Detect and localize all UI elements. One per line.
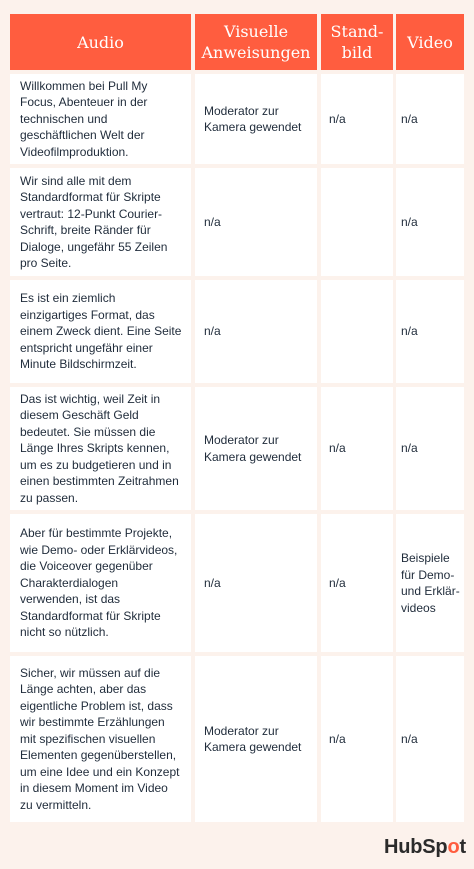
- row6-visual: Moderator zur Kamera gewendet: [195, 656, 317, 822]
- row1-audio: Willkommen bei Pull My Focus, Abenteuer in der technischen und geschäftlichen Welt der Videofilmproduktion.: [10, 74, 191, 164]
- header-visual-instructions: Visuelle Anweisungen: [195, 14, 317, 70]
- header-audio: Audio: [10, 14, 191, 70]
- row5-audio: Aber für bestimmte Projekte, wie Demo- oder Erklärvideos, die Voiceover gegenüber Charakterdialogen verwenden, ist das Standardformat für Skripte nicht so nützlich.: [10, 514, 191, 652]
- row4-audio: Das ist wichtig, weil Zeit in diesem Geschäft Geld bedeutet. Sie müssen die Länge Ihres Skripts kennen, um es zu budgetieren und in einen bestimmten Zeitrahmen zu passen.: [10, 387, 191, 510]
- logo-sprocket-icon: o: [447, 836, 460, 858]
- row2-still: [321, 168, 393, 276]
- row2-video: n/a: [396, 168, 464, 276]
- row6-audio: Sicher, wir müssen auf die Länge achten, aber das eigentliche Problem ist, dass wir bestimmte Erzählungen mit spezifischen visuellen Elementen gegenüberstellen, um eine Idee und ein Konzept in diesem Moment im Video zu vermitteln.: [10, 656, 191, 822]
- row4-video: n/a: [396, 387, 464, 510]
- header-still-image: Stand-bild: [321, 14, 393, 70]
- row5-video: Beispiele für Demo- und Erklär-videos: [396, 514, 464, 652]
- hubspot-logo: [384, 836, 466, 859]
- row3-still: [321, 280, 393, 383]
- row1-visual: Moderator zur Kamera gewendet: [195, 74, 317, 164]
- logo-text-start: HubSp: [384, 836, 448, 858]
- row4-still: n/a: [321, 387, 393, 510]
- row1-still: n/a: [321, 74, 393, 164]
- row3-video: n/a: [396, 280, 464, 383]
- row3-audio: Es ist ein ziemlich einzigartiges Format, das einem Zweck dient. Eine Seite entspricht ungefähr einer Minute Bildschirmzeit.: [10, 280, 191, 383]
- row5-still: n/a: [321, 514, 393, 652]
- row5-visual: n/a: [195, 514, 317, 652]
- row2-visual: n/a: [195, 168, 317, 276]
- row6-still: n/a: [321, 656, 393, 822]
- header-video: Video: [396, 14, 464, 70]
- row4-visual: Moderator zur Kamera gewendet: [195, 387, 317, 510]
- logo-text-end: t: [459, 836, 466, 858]
- row6-video: n/a: [396, 656, 464, 822]
- row3-visual: n/a: [195, 280, 317, 383]
- row1-video: n/a: [396, 74, 464, 164]
- row2-audio: Wir sind alle mit dem Standardformat für Skripte vertraut: 12-Punkt Courier-Schrift, breite Ränder für Dialoge, ungefähr 55 Zeilen pro Seite.: [10, 168, 191, 276]
